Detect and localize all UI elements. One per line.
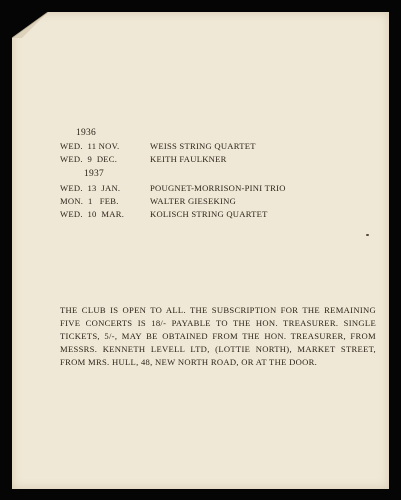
concert-date: WED. 13 JAN.	[60, 183, 121, 193]
concert-performer: WALTER GIESEKING	[150, 196, 237, 206]
concert-date: WED. 11 NOV.	[60, 141, 120, 151]
concert-performer: WEISS STRING QUARTET	[150, 141, 256, 151]
programme-page	[12, 12, 389, 489]
concert-date: MON. 1 FEB.	[60, 196, 119, 206]
folded-corner	[12, 12, 48, 38]
concert-performer: POUGNET-MORRISON-PINI TRIO	[150, 183, 286, 193]
concert-performer: KEITH FAULKNER	[150, 154, 227, 164]
concert-date: WED. 9 DEC.	[60, 154, 118, 164]
subscription-notice: THE CLUB IS OPEN TO ALL. THE SUBSCRIPTION FOR THE REMAINING FIVE CONCERTS IS 18/- PAYABLE TO THE HON. TREASURER. SINGLE TICKETS, 5/-, MAY BE OBTAINED FROM THE HON. TREASURER, FROM MESSRS. KENNETH LEVELL LTD, (LOTTIE NORTH), MARKET STREET, FROM MRS. HULL, 48, NEW NORTH ROAD, OR AT THE DOOR.	[60, 305, 376, 367]
paper-speck	[366, 234, 369, 236]
concert-performer: KOLISCH STRING QUARTET	[150, 209, 268, 219]
year-heading-1937: 1937	[84, 169, 104, 179]
year-heading-1936: 1936	[76, 128, 96, 138]
concert-date: WED. 10 MAR.	[60, 209, 125, 219]
